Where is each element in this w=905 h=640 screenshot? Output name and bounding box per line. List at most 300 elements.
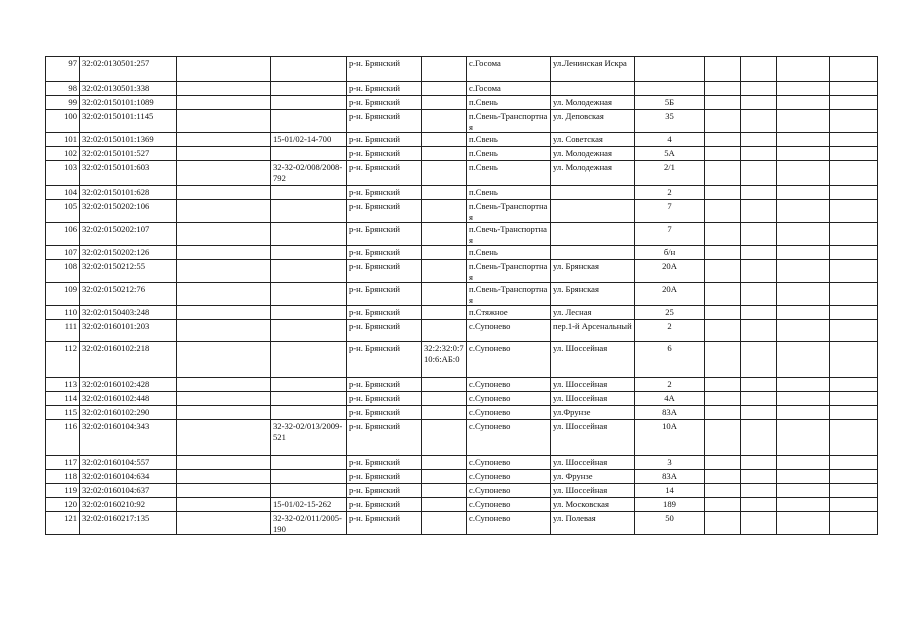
cell-street: ул. Брянская [551, 283, 635, 306]
table-row [46, 320, 878, 342]
cell-street [551, 82, 635, 96]
cell-empty [777, 186, 830, 200]
cell-empty [741, 186, 777, 200]
cell-num: 111 [46, 320, 80, 342]
table-row [46, 82, 878, 96]
cell-settlement: с.Супонево [467, 470, 551, 484]
cell-district: р-н. Брянский [347, 147, 422, 161]
cell-empty [830, 456, 878, 470]
cell-street: ул.Ленинская Искра [551, 57, 635, 82]
table-row [46, 57, 878, 82]
cell-num: 97 [46, 57, 80, 82]
table-row [46, 147, 878, 161]
table-row [46, 342, 878, 378]
cell-empty [830, 406, 878, 420]
cell-empty [777, 147, 830, 161]
cell-num: 108 [46, 260, 80, 283]
cell-reg [271, 186, 347, 200]
cell-house: 2 [635, 378, 705, 392]
cell-house: 25 [635, 306, 705, 320]
cell-reg [271, 110, 347, 133]
cell-empty [705, 110, 741, 133]
cell-empty [741, 392, 777, 406]
cell-num: 99 [46, 96, 80, 110]
cell-num: 100 [46, 110, 80, 133]
cell-num: 114 [46, 392, 80, 406]
cell-c6 [422, 133, 467, 147]
cell-empty [741, 342, 777, 378]
cell-house: 7 [635, 200, 705, 223]
cell-street: ул.Фрунзе [551, 406, 635, 420]
cell-empty [830, 498, 878, 512]
cell-num: 113 [46, 378, 80, 392]
cell-c6 [422, 186, 467, 200]
cell-empty [705, 246, 741, 260]
cell-empty [830, 147, 878, 161]
cell-reg [271, 320, 347, 342]
cell-cadastral: 32:02:0160104:343 [80, 420, 177, 456]
cell-empty [777, 161, 830, 186]
cell-c3 [177, 498, 271, 512]
cell-num: 120 [46, 498, 80, 512]
table-row [46, 306, 878, 320]
cell-reg [271, 147, 347, 161]
cell-district: р-н. Брянский [347, 392, 422, 406]
cell-c6 [422, 147, 467, 161]
cell-empty [705, 96, 741, 110]
cell-empty [741, 420, 777, 456]
cell-c3 [177, 406, 271, 420]
cell-street: ул. Фрунзе [551, 470, 635, 484]
cell-empty [705, 82, 741, 96]
cell-settlement: п.Свень-Транспортная [467, 283, 551, 306]
cell-c3 [177, 420, 271, 456]
cell-reg [271, 470, 347, 484]
cell-reg [271, 306, 347, 320]
cell-empty [705, 342, 741, 378]
cell-c6 [422, 223, 467, 246]
cell-house: 5Б [635, 96, 705, 110]
cell-cadastral: 32:02:0150403:248 [80, 306, 177, 320]
table-row [46, 484, 878, 498]
table-row [46, 200, 878, 223]
cell-street: ул. Молодежная [551, 161, 635, 186]
registry-table [45, 56, 878, 535]
cell-empty [830, 161, 878, 186]
cell-c3 [177, 147, 271, 161]
cell-empty [705, 484, 741, 498]
cell-empty [830, 470, 878, 484]
cell-cadastral: 32:02:0160102:448 [80, 392, 177, 406]
table-row [46, 186, 878, 200]
cell-empty [741, 223, 777, 246]
cell-street: ул. Шоссейная [551, 392, 635, 406]
cell-empty [705, 306, 741, 320]
cell-district: р-н. Брянский [347, 186, 422, 200]
cell-district: р-н. Брянский [347, 57, 422, 82]
cell-reg [271, 246, 347, 260]
cell-settlement: п.Свень-Транспортная [467, 110, 551, 133]
cell-empty [705, 133, 741, 147]
cell-reg [271, 200, 347, 223]
cell-district: р-н. Брянский [347, 470, 422, 484]
cell-district: р-н. Брянский [347, 456, 422, 470]
cell-num: 106 [46, 223, 80, 246]
cell-cadastral: 32:02:0150212:55 [80, 260, 177, 283]
cell-settlement: с.Супонево [467, 498, 551, 512]
cell-house: 20А [635, 260, 705, 283]
cell-empty [741, 57, 777, 82]
cell-empty [777, 420, 830, 456]
cell-c3 [177, 82, 271, 96]
cell-street: ул. Молодежная [551, 96, 635, 110]
table-row [46, 456, 878, 470]
cell-empty [777, 306, 830, 320]
cell-empty [830, 57, 878, 82]
cell-empty [705, 161, 741, 186]
cell-c3 [177, 512, 271, 535]
table-row [46, 470, 878, 484]
cell-reg: 32-32-02/008/2008-792 [271, 161, 347, 186]
cell-settlement: п.Свень [467, 246, 551, 260]
cell-c6 [422, 484, 467, 498]
cell-c6 [422, 406, 467, 420]
cell-empty [777, 378, 830, 392]
cell-c6 [422, 283, 467, 306]
cell-settlement: п.Свечь-Транспортная [467, 223, 551, 246]
cell-cadastral: 32:02:0150101:603 [80, 161, 177, 186]
table-row [46, 223, 878, 246]
cell-empty [705, 147, 741, 161]
cell-house: 83А [635, 406, 705, 420]
cell-settlement: с.Супонево [467, 456, 551, 470]
cell-empty [830, 420, 878, 456]
cell-num: 98 [46, 82, 80, 96]
cell-district: р-н. Брянский [347, 283, 422, 306]
cell-empty [777, 96, 830, 110]
cell-settlement: с.Госома [467, 57, 551, 82]
cell-c6 [422, 200, 467, 223]
cell-district: р-н. Брянский [347, 246, 422, 260]
cell-district: р-н. Брянский [347, 110, 422, 133]
cell-settlement: п.Свень [467, 133, 551, 147]
table-row [46, 283, 878, 306]
cell-c6 [422, 246, 467, 260]
cell-empty [830, 392, 878, 406]
cell-num: 112 [46, 342, 80, 378]
cell-empty [741, 82, 777, 96]
cell-empty [777, 512, 830, 535]
cell-street: ул. Московская [551, 498, 635, 512]
cell-num: 109 [46, 283, 80, 306]
cell-cadastral: 32:02:0160104:637 [80, 484, 177, 498]
cell-cadastral: 32:02:0160101:203 [80, 320, 177, 342]
cell-house: 35 [635, 110, 705, 133]
cell-reg [271, 96, 347, 110]
cell-house: 4 [635, 133, 705, 147]
cell-c3 [177, 392, 271, 406]
cell-street [551, 246, 635, 260]
cell-c3 [177, 470, 271, 484]
cell-c3 [177, 161, 271, 186]
table-row [46, 246, 878, 260]
cell-empty [830, 110, 878, 133]
cell-district: р-н. Брянский [347, 223, 422, 246]
registry-table-body [46, 57, 878, 535]
cell-empty [741, 260, 777, 283]
cell-reg [271, 484, 347, 498]
cell-empty [830, 342, 878, 378]
cell-cadastral: 32:02:0160217:135 [80, 512, 177, 535]
cell-empty [830, 82, 878, 96]
cell-cadastral: 32:02:0150202:106 [80, 200, 177, 223]
cell-empty [777, 283, 830, 306]
cell-c3 [177, 96, 271, 110]
cell-house: 2 [635, 320, 705, 342]
cell-street: ул. Лесная [551, 306, 635, 320]
cell-num: 119 [46, 484, 80, 498]
cell-cadastral: 32:02:0150212:76 [80, 283, 177, 306]
cell-empty [705, 320, 741, 342]
cell-street: ул. Шоссейная [551, 420, 635, 456]
cell-empty [741, 306, 777, 320]
cell-c6 [422, 456, 467, 470]
cell-empty [777, 260, 830, 283]
cell-settlement: п.Стяжное [467, 306, 551, 320]
cell-street [551, 200, 635, 223]
cell-settlement: с.Супонево [467, 512, 551, 535]
cell-cadastral: 32:02:0150202:107 [80, 223, 177, 246]
cell-cadastral: 32:02:0150101:1089 [80, 96, 177, 110]
cell-empty [777, 223, 830, 246]
cell-empty [741, 283, 777, 306]
cell-c6 [422, 57, 467, 82]
cell-c6 [422, 82, 467, 96]
cell-empty [830, 320, 878, 342]
cell-street: ул. Шоссейная [551, 378, 635, 392]
cell-reg [271, 342, 347, 378]
cell-empty [741, 133, 777, 147]
cell-empty [830, 306, 878, 320]
cell-empty [777, 484, 830, 498]
cell-house [635, 57, 705, 82]
cell-empty [741, 246, 777, 260]
cell-empty [830, 96, 878, 110]
cell-empty [830, 186, 878, 200]
cell-house: 50 [635, 512, 705, 535]
cell-empty [777, 57, 830, 82]
cell-street: ул. Шоссейная [551, 484, 635, 498]
cell-num: 101 [46, 133, 80, 147]
cell-num: 105 [46, 200, 80, 223]
cell-c3 [177, 342, 271, 378]
cell-c3 [177, 283, 271, 306]
table-row [46, 96, 878, 110]
cell-c6 [422, 392, 467, 406]
table-row [46, 378, 878, 392]
table-row [46, 498, 878, 512]
cell-num: 121 [46, 512, 80, 535]
cell-empty [705, 378, 741, 392]
cell-district: р-н. Брянский [347, 342, 422, 378]
cell-empty [830, 133, 878, 147]
cell-district: р-н. Брянский [347, 96, 422, 110]
cell-reg [271, 260, 347, 283]
cell-house: 14 [635, 484, 705, 498]
cell-empty [705, 223, 741, 246]
cell-district: р-н. Брянский [347, 320, 422, 342]
cell-empty [830, 283, 878, 306]
cell-num: 118 [46, 470, 80, 484]
cell-district: р-н. Брянский [347, 260, 422, 283]
cell-cadastral: 32:02:0150101:1145 [80, 110, 177, 133]
cell-settlement: с.Супонево [467, 420, 551, 456]
cell-empty [705, 456, 741, 470]
cell-c6: 32:2:32:0:7 10:6:АБ:0 [422, 342, 467, 378]
cell-c6 [422, 110, 467, 133]
cell-c3 [177, 306, 271, 320]
cell-district: р-н. Брянский [347, 484, 422, 498]
cell-cadastral: 32:02:0160104:557 [80, 456, 177, 470]
cell-c6 [422, 96, 467, 110]
cell-house: 7 [635, 223, 705, 246]
cell-cadastral: 32:02:0130501:338 [80, 82, 177, 96]
cell-c6 [422, 161, 467, 186]
cell-c3 [177, 246, 271, 260]
cell-c6 [422, 512, 467, 535]
cell-c3 [177, 223, 271, 246]
cell-house: 4А [635, 392, 705, 406]
cell-c6 [422, 378, 467, 392]
cell-house: 6 [635, 342, 705, 378]
cell-c3 [177, 484, 271, 498]
cell-empty [705, 200, 741, 223]
cell-empty [777, 392, 830, 406]
cell-empty [741, 456, 777, 470]
cell-cadastral: 32:02:0160102:290 [80, 406, 177, 420]
cell-empty [830, 512, 878, 535]
cell-reg [271, 378, 347, 392]
cell-street [551, 223, 635, 246]
cell-num: 117 [46, 456, 80, 470]
cell-empty [741, 110, 777, 133]
cell-empty [777, 406, 830, 420]
cell-street: ул. Брянская [551, 260, 635, 283]
cell-cadastral: 32:02:0150101:628 [80, 186, 177, 200]
cell-empty [741, 96, 777, 110]
cell-empty [777, 110, 830, 133]
cell-empty [741, 498, 777, 512]
cell-c3 [177, 260, 271, 283]
table-row [46, 161, 878, 186]
cell-empty [830, 246, 878, 260]
cell-num: 104 [46, 186, 80, 200]
table-row [46, 406, 878, 420]
cell-street: ул. Шоссейная [551, 342, 635, 378]
cell-reg [271, 57, 347, 82]
cell-district: р-н. Брянский [347, 306, 422, 320]
cell-house: 2/1 [635, 161, 705, 186]
cell-num: 103 [46, 161, 80, 186]
cell-house: 2 [635, 186, 705, 200]
cell-cadastral: 32:02:0160102:218 [80, 342, 177, 378]
cell-empty [705, 498, 741, 512]
cell-reg: 15-01/02-15-262 [271, 498, 347, 512]
cell-empty [830, 484, 878, 498]
cell-c3 [177, 186, 271, 200]
cell-district: р-н. Брянский [347, 200, 422, 223]
cell-settlement: с.Супонево [467, 320, 551, 342]
cell-settlement: с.Супонево [467, 342, 551, 378]
cell-cadastral: 32:02:0160104:634 [80, 470, 177, 484]
cell-district: р-н. Брянский [347, 161, 422, 186]
cell-district: р-н. Брянский [347, 512, 422, 535]
cell-settlement: с.Супонево [467, 484, 551, 498]
cell-empty [705, 392, 741, 406]
cell-empty [777, 456, 830, 470]
cell-house: 10А [635, 420, 705, 456]
cell-settlement: п.Свень [467, 96, 551, 110]
table-row [46, 110, 878, 133]
cell-c6 [422, 498, 467, 512]
cell-cadastral: 32:02:0150101:1369 [80, 133, 177, 147]
cell-street [551, 186, 635, 200]
cell-reg: 15-01/02-14-700 [271, 133, 347, 147]
cell-settlement: п.Свень-Транспортная [467, 260, 551, 283]
cell-num: 110 [46, 306, 80, 320]
cell-empty [741, 378, 777, 392]
cell-c3 [177, 456, 271, 470]
cell-c6 [422, 470, 467, 484]
cell-cadastral: 32:02:0150202:126 [80, 246, 177, 260]
cell-district: р-н. Брянский [347, 133, 422, 147]
cell-num: 107 [46, 246, 80, 260]
cell-empty [705, 260, 741, 283]
cell-reg [271, 456, 347, 470]
cell-settlement: с.Супонево [467, 392, 551, 406]
cell-house [635, 82, 705, 96]
cell-reg [271, 283, 347, 306]
cell-cadastral: 32:02:0130501:257 [80, 57, 177, 82]
cell-empty [777, 498, 830, 512]
cell-cadastral: 32:02:0160210:92 [80, 498, 177, 512]
cell-empty [705, 57, 741, 82]
cell-settlement: п.Свень-Транспортная [467, 200, 551, 223]
cell-street: ул. Деповская [551, 110, 635, 133]
cell-reg: 32-32-02/011/2005-190 [271, 512, 347, 535]
cell-empty [741, 147, 777, 161]
cell-num: 115 [46, 406, 80, 420]
cell-empty [741, 406, 777, 420]
cell-district: р-н. Брянский [347, 378, 422, 392]
table-row [46, 133, 878, 147]
cell-empty [777, 246, 830, 260]
cell-empty [741, 512, 777, 535]
cell-street: ул. Молодежная [551, 147, 635, 161]
cell-street: ул. Полевая [551, 512, 635, 535]
cell-empty [830, 378, 878, 392]
cell-c3 [177, 378, 271, 392]
cell-empty [777, 470, 830, 484]
cell-num: 102 [46, 147, 80, 161]
cell-cadastral: 32:02:0150101:527 [80, 147, 177, 161]
cell-district: р-н. Брянский [347, 406, 422, 420]
cell-c3 [177, 57, 271, 82]
cell-house: б/н [635, 246, 705, 260]
cell-num: 116 [46, 420, 80, 456]
cell-c6 [422, 260, 467, 283]
cell-reg [271, 223, 347, 246]
